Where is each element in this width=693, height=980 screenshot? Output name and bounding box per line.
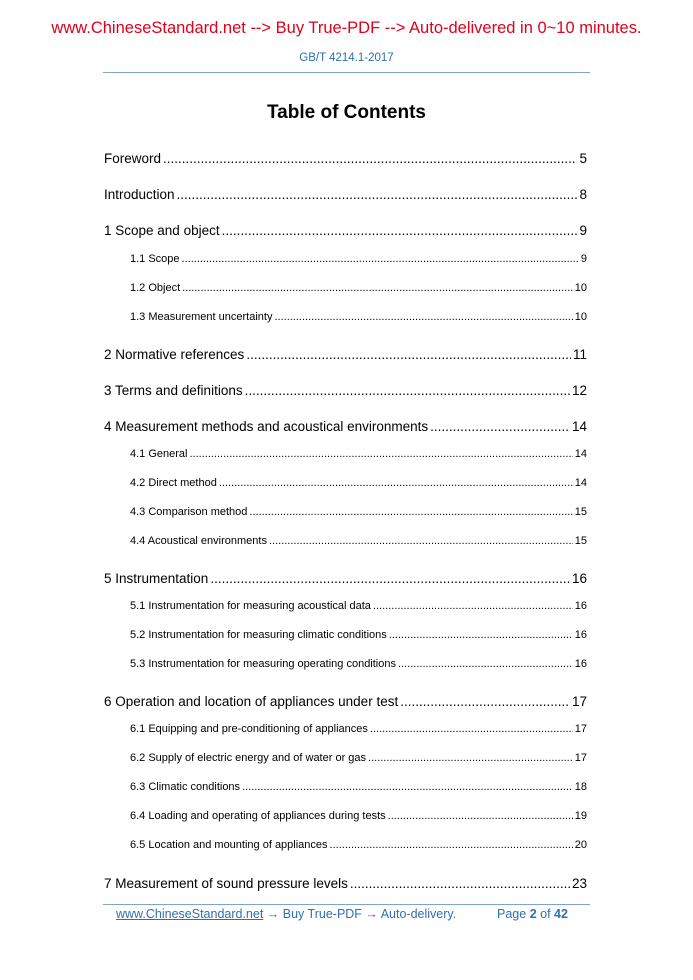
toc-entry-6-5[interactable]: [130, 839, 587, 851]
page-of: of: [540, 907, 551, 921]
toc-entry-4-3[interactable]: [130, 506, 587, 518]
toc-entry-page: 11: [572, 347, 587, 362]
toc-entry-label: Foreword: [104, 151, 162, 166]
toc-entry-1[interactable]: [104, 223, 587, 238]
toc-entry-label: 7 Measurement of sound pressure levels: [104, 876, 348, 891]
toc-entry-label: 6.4 Loading and operating of appliances during tests: [130, 810, 386, 822]
dot-leader: [182, 253, 579, 265]
toc-entry-label: 1.3 Measurement uncertainty: [130, 311, 273, 323]
toc-entry-page: 17: [574, 752, 587, 764]
toc-entry-page: 12: [571, 383, 587, 398]
dot-leader: [249, 506, 572, 518]
toc-entry-label: 5 Instrumentation: [104, 571, 209, 586]
footer-promo-text: → Buy True-PDF → Auto-delivery.: [263, 907, 457, 921]
toc-entry-page: 9: [580, 253, 587, 265]
toc-entry-page: 18: [574, 781, 587, 793]
page-label: Page: [497, 907, 527, 921]
toc-entry-page: 17: [571, 694, 587, 709]
dot-leader: [177, 187, 578, 202]
dot-leader: [269, 535, 573, 547]
toc-entry-4-1[interactable]: [130, 448, 587, 460]
dot-leader: [182, 282, 573, 294]
dot-leader: [246, 347, 571, 362]
toc-entry-page: 17: [574, 723, 587, 735]
toc-entry-4-4[interactable]: [130, 535, 587, 547]
toc-entry-page: 14: [574, 477, 587, 489]
toc-entry-introduction[interactable]: [104, 187, 587, 202]
toc-entry-3[interactable]: [104, 383, 587, 398]
toc-entry-label: 4 Measurement methods and acoustical environments: [104, 419, 429, 434]
toc-entry-label: 6 Operation and location of appliances under test: [104, 694, 399, 709]
toc-entry-label: 1 Scope and object: [104, 223, 220, 238]
dot-leader: [163, 151, 577, 166]
toc-entry-1-1[interactable]: [130, 253, 587, 265]
dot-leader: [388, 810, 573, 822]
toc-entry-foreword[interactable]: [104, 151, 587, 166]
page-current: 2: [529, 907, 537, 921]
toc-entry-label: 2 Normative references: [104, 347, 245, 362]
dot-leader: [398, 658, 573, 670]
toc-entry-1-2[interactable]: [130, 282, 587, 294]
toc-entry-page: 10: [574, 282, 587, 294]
toc-entry-5-3[interactable]: [130, 658, 587, 670]
toc-entry-4-2[interactable]: [130, 477, 587, 489]
toc-entry-label: 6.5 Location and mounting of appliances: [130, 839, 328, 851]
toc-entry-page: 5: [579, 151, 587, 166]
toc-entry-6-2[interactable]: [130, 752, 587, 764]
toc-entry-label: 6.1 Equipping and pre-conditioning of appliances: [130, 723, 368, 735]
toc-entry-page: 16: [574, 629, 587, 641]
toc-entry-6-4[interactable]: [130, 810, 587, 822]
dot-leader: [219, 477, 573, 489]
dot-leader: [222, 223, 578, 238]
toc-entry-label: 1.2 Object: [130, 282, 181, 294]
toc-entry-5-2[interactable]: [130, 629, 587, 641]
toc-entry-page: 16: [574, 600, 587, 612]
dot-leader: [210, 571, 570, 586]
toc-entry-6[interactable]: [104, 694, 587, 709]
toc-entry-page: 16: [574, 658, 587, 670]
toc-entry-page: 14: [571, 419, 587, 434]
page-indicator: [497, 907, 568, 921]
toc-entry-5[interactable]: [104, 571, 587, 586]
toc-entry-page: 15: [574, 506, 587, 518]
toc-entry-page: 9: [579, 223, 587, 238]
toc-entry-1-3[interactable]: [130, 311, 587, 323]
toc-entry-page: 10: [574, 311, 587, 323]
dot-leader: [330, 839, 573, 851]
toc-entry-label: 4.3 Comparison method: [130, 506, 248, 518]
toc-entry-page: 16: [571, 571, 587, 586]
dot-leader: [189, 448, 572, 460]
toc-entry-label: Introduction: [104, 187, 175, 202]
toc-entry-label: 3 Terms and definitions: [104, 383, 243, 398]
toc-entry-label: 1.1 Scope: [130, 253, 180, 265]
toc-entry-page: 19: [574, 810, 587, 822]
dot-leader: [274, 311, 572, 323]
dot-leader: [400, 694, 570, 709]
toc-entry-6-1[interactable]: [130, 723, 587, 735]
toc-entry-label: 4.4 Acoustical environments: [130, 535, 267, 547]
toc-entry-page: 15: [574, 535, 587, 547]
dot-leader: [245, 383, 570, 398]
page-total: 42: [554, 907, 568, 921]
toc-entry-label: 5.3 Instrumentation for measuring operating conditions: [130, 658, 396, 670]
toc-entry-label: 6.2 Supply of electric energy and of water or gas: [130, 752, 367, 764]
standard-code: GB/T 4214.1-2017: [299, 52, 394, 64]
toc-entry-4[interactable]: [104, 419, 587, 434]
dot-leader: [430, 419, 570, 434]
toc-entry-label: 6.3 Climatic conditions: [130, 781, 241, 793]
toc-title: Table of Contents: [266, 102, 427, 123]
footer-site-link[interactable]: www.ChineseStandard.net: [116, 907, 264, 921]
site-banner[interactable]: www.ChineseStandard.net --> Buy True-PDF --> Auto-delivered in 0~10 minutes.: [51, 19, 642, 37]
toc-entry-6-3[interactable]: [130, 781, 587, 793]
toc-entry-2[interactable]: [104, 347, 587, 362]
toc-entry-label: 4.1 General: [130, 448, 188, 460]
toc-entry-7[interactable]: [104, 876, 587, 891]
toc-entry-5-1[interactable]: [130, 600, 587, 612]
footer-divider: [103, 904, 590, 905]
dot-leader: [242, 781, 573, 793]
toc-entry-page: 20: [574, 839, 587, 851]
toc-entry-page: 23: [571, 876, 587, 891]
toc-entry-label: 5.2 Instrumentation for measuring climatic conditions: [130, 629, 387, 641]
dot-leader: [389, 629, 573, 641]
toc-entry-label: 4.2 Direct method: [130, 477, 217, 489]
toc-entry-page: 8: [579, 187, 587, 202]
footer-promo: [116, 907, 456, 921]
toc-entry-page: 14: [574, 448, 587, 460]
dot-leader: [370, 723, 573, 735]
dot-leader: [373, 600, 573, 612]
dot-leader: [368, 752, 573, 764]
toc-entry-label: 5.1 Instrumentation for measuring acoustical data: [130, 600, 371, 612]
dot-leader: [350, 876, 570, 891]
